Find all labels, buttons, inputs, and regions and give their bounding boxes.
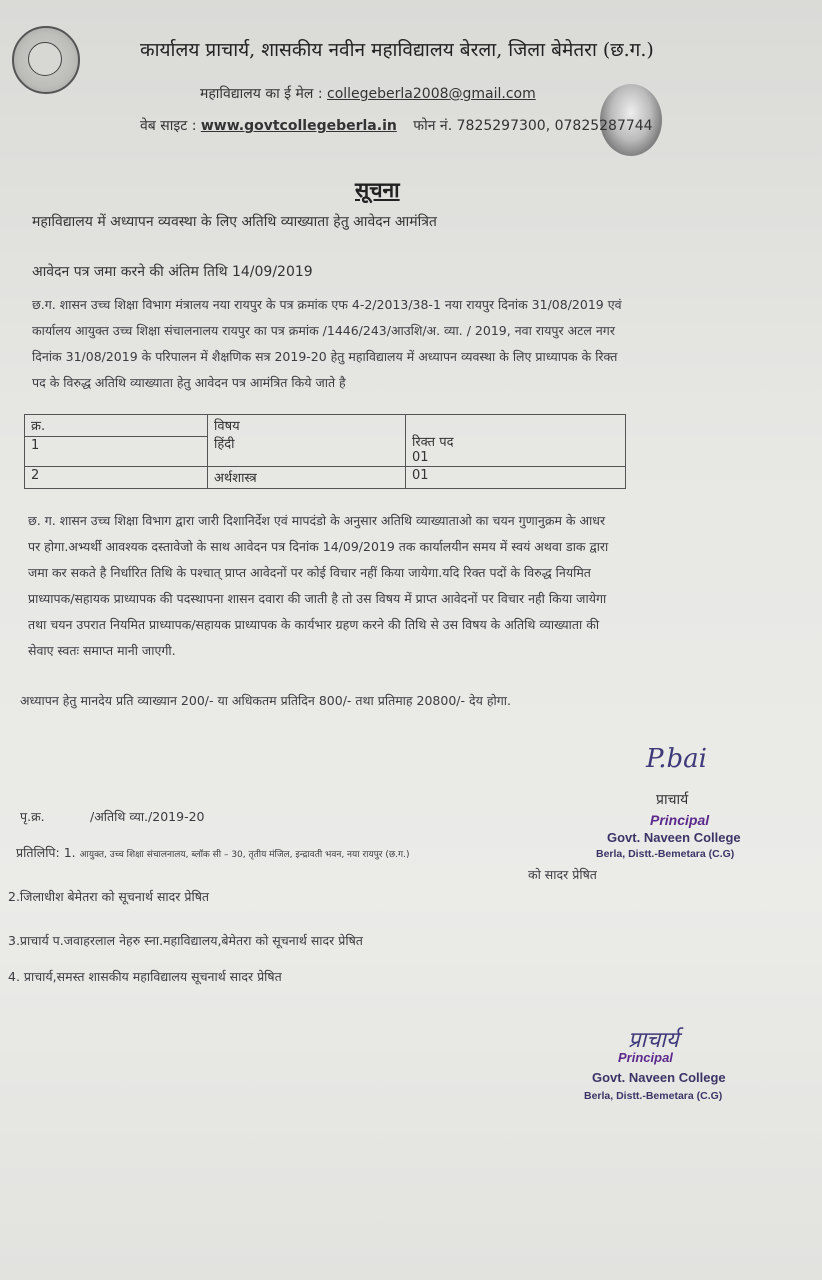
email-line	[200, 84, 536, 103]
signature-scribble-2: प्राचार्य	[628, 1028, 679, 1053]
stamp2-college-name: Govt. Naveen College	[592, 1070, 726, 1085]
copy-1-tail: को सादर प्रेषित	[528, 867, 597, 882]
signature-scribble-1: P.bai	[646, 744, 707, 774]
copy-1-num: 1.	[63, 845, 76, 860]
row-sn: 1	[25, 437, 208, 467]
para2-line1: छ. ग. शासन उच्च शिक्षा विभाग द्वारा जारी दिशानिर्देश एवं मापदंडो के अनुसार अतिथि व्याख्याताओ का चयन गुणानुक्रम के आधर	[28, 513, 606, 528]
copy-line-1	[16, 844, 409, 861]
row-subject: हिंदी	[214, 436, 235, 452]
notice-title: सूचना	[355, 177, 400, 202]
copy-line-4: 4. प्राचार्य,समस्त शासकीय महाविद्यालय सूचनार्थ सादर प्रेषित	[8, 969, 282, 984]
para2-line6: सेवाए स्वतः समाप्त मानी जाएगी.	[28, 643, 176, 658]
phone-numbers: 7825297300, 07825287744	[456, 118, 653, 134]
stamp2-principal: Principal	[618, 1050, 673, 1065]
copy-label: प्रतिलिपि:	[16, 845, 60, 860]
vacancy-table	[24, 414, 626, 489]
designation-principal: प्राचार्य	[656, 792, 689, 808]
last-date: आवेदन पत्र जमा करने की अंतिम तिथि 14/09/2019	[32, 264, 313, 280]
email-link[interactable]: collegeberla2008@gmail.com	[327, 86, 536, 102]
stamp-college-name: Govt. Naveen College	[607, 830, 741, 845]
email-label: महाविद्यालय का ई मेल :	[200, 86, 323, 102]
row-posts: 01	[406, 466, 626, 488]
notice-subject: महाविद्यालय में अध्यापन व्यवस्था के लिए अतिथि व्याख्याता हेतु आवेदन आमंत्रित	[32, 214, 437, 230]
stamp-college-address: Berla, Distt.-Bemetara (C.G)	[596, 848, 735, 860]
para2-line4: प्राध्यापक/सहायक प्राध्यापक की पदस्थापना शासन दवारा की जाती है तो उस विषय में प्राप्त आवेदनों पर विचार नही किया जायेगा	[28, 591, 607, 606]
website-line	[140, 116, 653, 135]
header-subject-label: विषय	[214, 418, 240, 434]
table-row	[25, 437, 626, 467]
para1-line3: दिनांक 31/08/2019 के परिपालन में शैक्षणिक सत्र 2019-20 हेतु महाविद्यालय में अध्यापन व्यवस्था के लिए प्राध्यापक के रिक्त	[32, 349, 618, 364]
stamp2-college-address: Berla, Distt.-Bemetara (C.G)	[584, 1090, 723, 1102]
website-label: वेब साइट :	[140, 118, 197, 134]
para1-line4: पद के विरुद्ध अतिथि व्याख्याता हेतु आवेदन पत्र आमंत्रित किये जाते है	[32, 375, 346, 390]
ref-prefix: पृ.क्र.	[20, 809, 45, 824]
copy-line-3: 3.प्राचार्य प.जवाहरलाल नेहरु स्ना.महाविद्यालय,बेमेतरा को सूचनार्थ सादर प्रेषित	[8, 933, 363, 948]
row-subject: अर्थशास्त्र	[208, 466, 406, 488]
stamp-principal: Principal	[650, 812, 710, 828]
honorarium-line: अध्यापन हेतु मानदेय प्रति व्याख्यान 200/- या अधिकतम प्रतिदिन 800/- तथा प्रतिमाह 20800/- देय होगा.	[20, 693, 511, 708]
header-sn: क्र.	[25, 415, 208, 437]
para2-line3: जमा कर सकते है निर्धारित तिथि के पश्चात् प्राप्त आवेदनों पर कोई विचार नहीं किया जायेगा.यदि रिक्त पदों के विरुद्ध नियमित	[28, 565, 591, 580]
para1-line1: छ.ग. शासन उच्च शिक्षा विभाग मंत्रालय नया रायपुर के पत्र क्रमांक एफ 4-2/2013/38-1 नया रायपुर दिनांक 31/08/2019 एवं	[32, 297, 622, 312]
para2-line2: पर होगा.अभ्यर्थी आवश्यक दस्तावेजो के साथ आवेदन पत्र दिनांक 14/09/2019 तक कार्यालयीन समय में स्वयं अथवा डाक द्वारा	[28, 539, 609, 554]
website-link[interactable]: www.govtcollegeberla.in	[200, 118, 397, 134]
para1-line2: कार्यालय आयुक्त उच्च शिक्षा संचालनालय रायपुर का पत्र क्रमांक /1446/243/आउशि/अ. व्या. / 2019, नवा रायपुर अटल नगर	[32, 323, 615, 338]
row-sn: 2	[25, 466, 208, 488]
copy-1-address: आयुक्त, उच्च शिक्षा संचालनालय, ब्लॉक सी – 30, तृतीय मंजिल, इन्द्रावती भवन, नया रायपुर (छ.ग.)	[79, 850, 410, 860]
table-row	[25, 466, 626, 488]
office-title: कार्यालय प्राचार्य, शासकीय नवीन महाविद्यालय बेरला, जिला बेमेतरा (छ.ग.)	[140, 39, 654, 61]
phone-label: फोन नं.	[413, 118, 453, 134]
college-seal-logo	[12, 26, 80, 94]
header-posts: रिक्त पद	[412, 434, 454, 450]
para2-line5: तथा चयन उपरात नियमित प्राध्यापक/सहायक प्राध्यापक के कार्यभार ग्रहण करने की तिथि से उस विषय के अतिथि व्याख्याता की	[28, 617, 600, 632]
ref-number: /अतिथि व्या./2019-20	[90, 809, 205, 824]
row-posts: 01	[412, 449, 429, 465]
copy-line-2: 2.जिलाधीश बेमेतरा को सूचनार्थ सादर प्रेषित	[8, 889, 210, 904]
